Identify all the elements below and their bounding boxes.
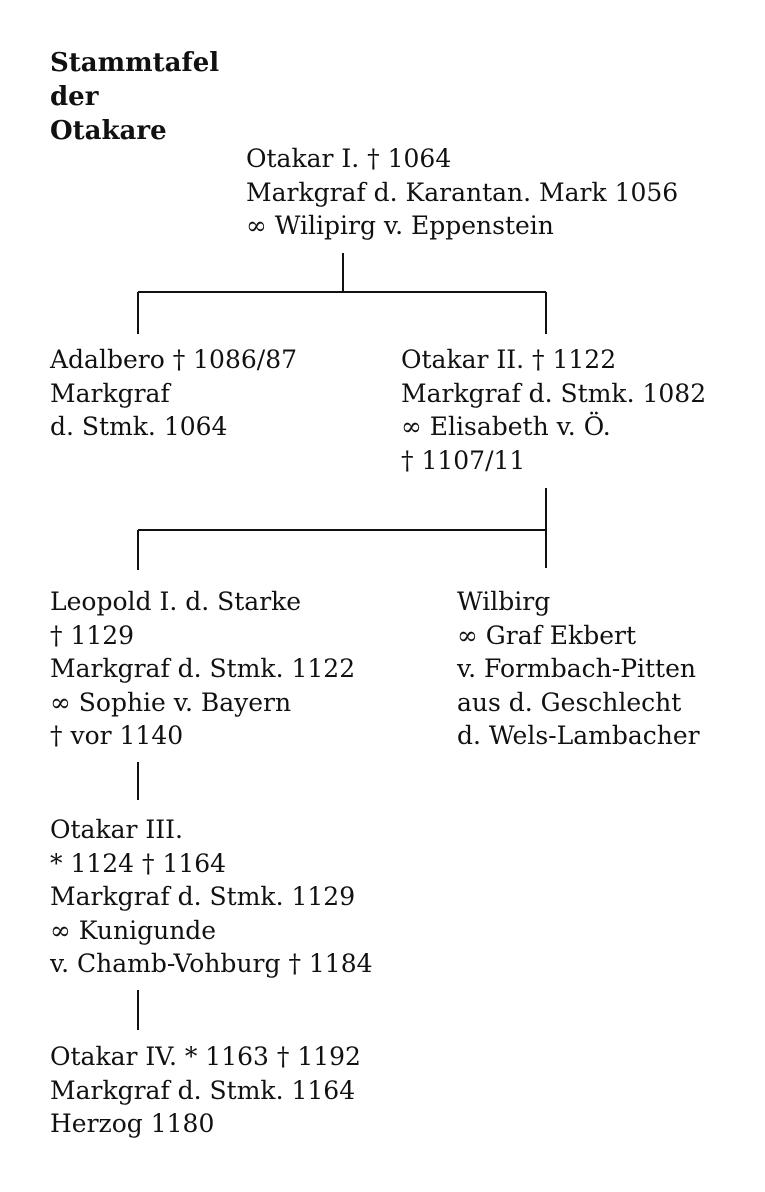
person-line: aus d. Geschlecht [457,687,682,717]
person-line: Wilbirg [457,587,551,616]
person-line: v. Chamb-Vohburg † 1184 [50,949,373,978]
title-line: Otakare [50,116,167,146]
person-line: Otakar IV. * 1163 † 1192 [50,1042,361,1071]
person-wilbirg [457,585,700,753]
person-line: Otakar I. † 1064 [246,144,452,173]
person-line: Adalbero † 1086/87 [50,345,298,374]
title-line: Stammtafel [50,48,220,78]
person-otakar-3 [50,813,373,981]
person-adalbero [50,343,297,444]
person-line: † 1107/11 [401,445,526,475]
person-line: v. Formbach-Pitten [457,654,697,683]
person-line: Leopold I. d. Starke [50,587,302,616]
person-line: d. Stmk. 1064 [50,412,228,441]
person-line: Markgraf d. Stmk. 1164 [50,1075,356,1105]
person-line: ∞ Graf Ekbert [457,620,636,650]
person-line: * 1124 † 1164 [50,848,227,878]
person-line: Otakar II. † 1122 [401,345,617,374]
person-line: † vor 1140 [50,721,184,750]
person-line: Otakar III. [50,815,183,844]
person-line: ∞ Sophie v. Bayern [50,687,292,717]
person-leopold-1 [50,585,355,753]
person-line: Herzog 1180 [50,1109,215,1138]
person-line: Markgraf [50,378,170,408]
person-otakar-4 [50,1040,361,1141]
person-line: ∞ Kunigunde [50,915,217,945]
person-line: Markgraf d. Stmk. 1082 [401,378,707,408]
person-line: † 1129 [50,620,135,650]
person-otakar-2 [401,343,706,477]
person-line: ∞ Wilipirg v. Eppenstein [246,211,554,240]
person-line: Markgraf d. Stmk. 1129 [50,882,356,911]
person-line: Markgraf d. Karantan. Mark 1056 [246,177,679,207]
person-line: d. Wels-Lambacher [457,721,700,750]
person-otakar-1 [246,142,678,243]
person-line: Markgraf d. Stmk. 1122 [50,654,356,683]
person-line: ∞ Elisabeth v. Ö. [401,412,611,441]
title-line: der [50,82,99,112]
